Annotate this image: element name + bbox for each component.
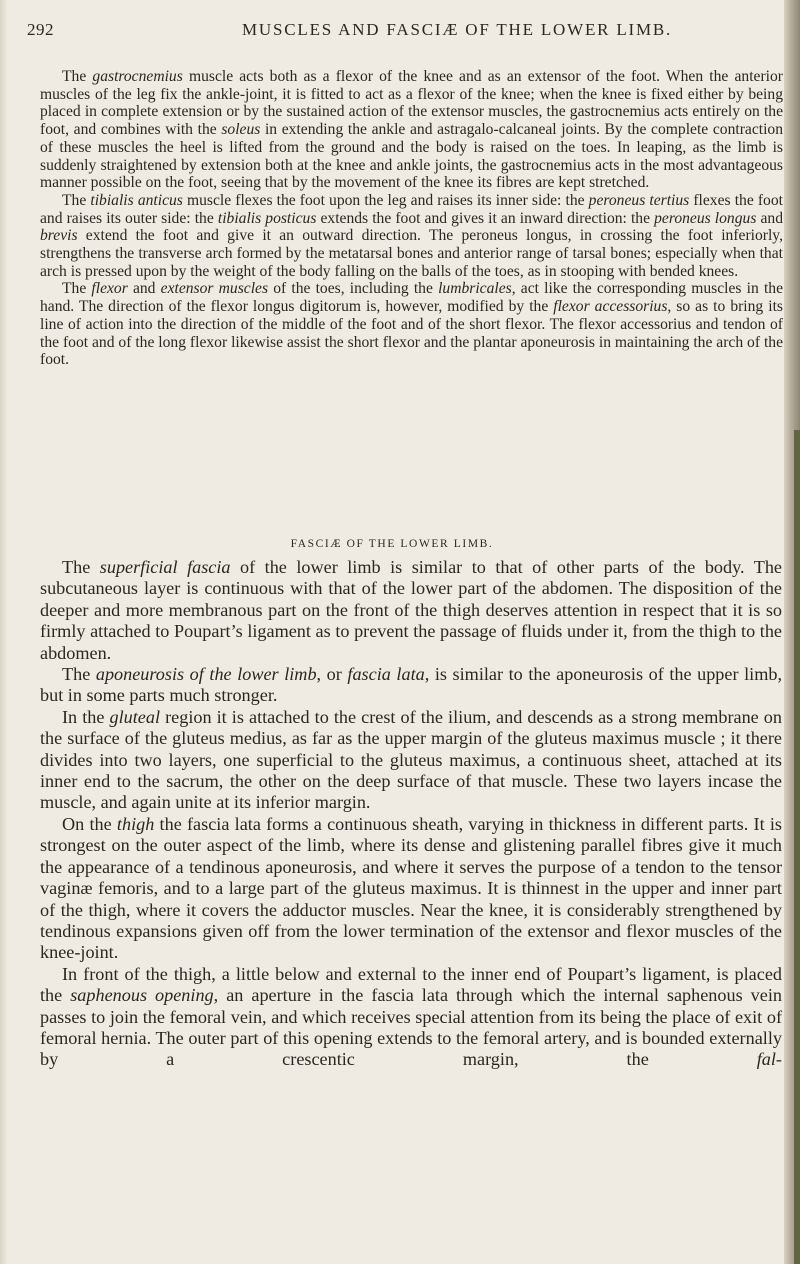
text-run: extends the foot and gives it an inward direction: the [316, 209, 655, 227]
text-run: In the [62, 706, 110, 727]
text-run: The [62, 664, 96, 685]
italic-term: aponeurosis of the lower limb [95, 664, 317, 685]
paragraph [40, 280, 783, 369]
italic-term: flexor [91, 280, 128, 298]
paragraph [40, 814, 782, 964]
book-cover-edge [794, 430, 800, 1264]
page-number: 292 [27, 20, 54, 39]
italic-term: peroneus longus [654, 209, 757, 227]
text-run: muscle flexes the foot upon the leg and raises its inner side: the [182, 191, 589, 209]
section-heading: FASCIÆ OF THE LOWER LIMB. [290, 538, 494, 550]
text-run: On the [62, 813, 117, 834]
italic-term: tibialis posticus [217, 209, 317, 227]
text-run: the fascia lata forms a continuous sheath, varying in thickness in different parts. It is strongest on the outer aspect of the limb, where its dense and glistening parallel fibres give it much the appearance of a tendinous aponeurosis, and where it serves the purpose of a tendon to the tensor vaginæ femoris, and to a large part of the gluteus maximus. It is thinnest in the upper and inner part of the thigh, where it covers the adductor muscles. Near the knee, it is considerably strengthened by tendinous expansions given off from the lower termination of the extensor and flexor muscles of the knee-joint. [40, 813, 782, 963]
running-head: MUSCLES AND FASCIÆ OF THE LOWER LIMB. [242, 20, 673, 39]
italic-term: fal- [756, 1049, 782, 1070]
text-run: The [62, 557, 100, 577]
text-run: region it is attached to the crest of the ilium, and descends as a strong membrane on the surface of the gluteus medius, as far as the upper margin of the gluteus maximus muscle ; it there divides into two layers, one superficial to the gluteus maximus, a continuous sheet, attached at its inner end to the sacrum, the other on the deep surface of that muscle. These two layers incase the muscle, and again unite at its inferior margin. [40, 706, 782, 813]
text-run: In front of the thigh, a little below and external to the inner end of Poupart’s ligament, is placed the [40, 963, 782, 1006]
italic-term: soleus [221, 121, 261, 139]
text-run: of the toes, including the [268, 280, 439, 298]
italic-term: brevis [40, 227, 78, 245]
text-block-large [40, 557, 782, 1071]
text-run: The [62, 280, 92, 298]
italic-term: lumbricales [438, 280, 512, 298]
text-run: , an aperture in the fascia lata through which the internal saphenous vein passes to join the femoral vein, and which receives special attention from its being the place of exit of femoral hernia. The outer part of this opening extends to the femoral artery, and is bounded externally by a crescentic margin, the [40, 985, 782, 1070]
italic-term: tibialis anticus [90, 191, 183, 209]
italic-term: fascia lata [347, 664, 425, 685]
italic-term: thigh [116, 813, 155, 834]
text-run: muscle acts both as a flexor of the knee and as an extensor of the foot. When the anterior muscles of the leg fix the ankle-joint, it is fitted to act as a flexor of the knee; when the knee is fixed either by being placed in complete extension or by the sustained action of the extensor muscles, the gastrocnemius acts entirely on the foot, and combines with the [40, 68, 783, 139]
italic-term: saphenous opening [70, 985, 214, 1006]
text-run: and [127, 280, 161, 298]
page-gutter-shadow [0, 0, 8, 1264]
italic-term: extensor muscles [160, 280, 269, 298]
italic-term: gastrocnemius [92, 68, 183, 85]
italic-term: peroneus tertius [588, 191, 690, 209]
page-header [0, 18, 784, 48]
text-run: in extending the ankle and astragalo-calcaneal joints. By the complete contraction of these muscles the heel is lifted from the ground and the body is raised on the toes. In leaping, as the limb is suddenly straightened by extension both at the knee and ankle joints, the gastrocnemius acts in the most advantageous manner possible on the foot, seeing that by the movement of the knee its fibres are kept stretched. [40, 121, 783, 192]
paragraph [40, 664, 782, 707]
paragraph [40, 557, 782, 664]
text-run: of the lower limb is similar to that of other parts of the body. The subcutaneous layer is continuous with that of the lower part of the abdomen. The disposition of the deeper and more membranous part on the front of the thigh deserves attention in respect that it is so firmly attached to Poupart’s ligament as to prevent the passage of fluids under it, from the thigh to the abdomen. [40, 557, 782, 663]
paragraph [40, 68, 783, 192]
text-run: , so as to bring its line of action into the direction of the middle of the foot and of the short flexor. The flexor accessorius and tendon of the foot and of the long flexor likewise assist the short flexor and the plantar aponeurosis in maintaining the arch of the foot. [40, 298, 783, 369]
italic-term: flexor accessorius [553, 298, 668, 316]
text-run: flexes the foot and raises its outer side: the [40, 191, 783, 227]
text-run: extend the foot and give it an outward direction. The peroneus longus, in crossing the foot inferiorly, strengthens the transverse arch formed by the metatarsal bones and anterior range of tarsal bones; especially when that arch is pressed upon by the weight of the body falling on the balls of the toes, as in stooping with bended knees. [40, 227, 783, 280]
text-block-small [40, 68, 783, 369]
text-run: and [756, 209, 784, 227]
italic-term: superficial fascia [99, 557, 231, 577]
paragraph [40, 964, 782, 1071]
text-run: , act like the corresponding muscles in the hand. The direction of the flexor longus digitorum is, however, modified by the [40, 280, 784, 316]
italic-term: gluteal [109, 706, 161, 727]
text-run: , is similar to the aponeurosis of the upper limb, but in some parts much stronger. [40, 664, 782, 706]
paragraph [40, 192, 783, 281]
text-run: The [62, 191, 91, 209]
paragraph [40, 707, 782, 814]
text-run: , or [316, 664, 348, 685]
text-run: The [62, 68, 93, 85]
